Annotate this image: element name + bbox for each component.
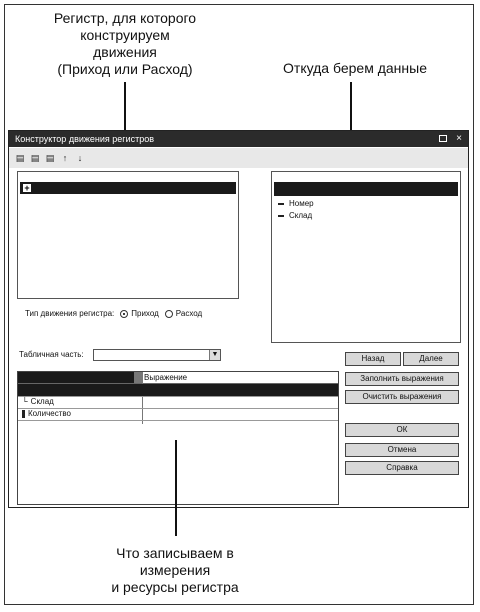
table-row[interactable] xyxy=(18,408,338,421)
expressions-grid[interactable] xyxy=(17,371,339,505)
callout-result-line: измерения xyxy=(139,562,211,578)
table-part-label: Табличная часть: xyxy=(19,350,84,359)
cancel-button[interactable]: Отмена xyxy=(345,443,459,457)
movement-type-group xyxy=(25,309,202,318)
grid-header-separator xyxy=(134,372,142,383)
callout-register xyxy=(0,10,250,78)
source-row-selected[interactable] xyxy=(274,182,458,196)
register-movement-designer-window xyxy=(8,130,469,508)
resource-icon xyxy=(22,410,25,418)
source-field-label: Номер xyxy=(289,199,314,208)
grid-field-label: Количество xyxy=(28,409,71,418)
source-field-item[interactable] xyxy=(278,199,314,209)
grid-header xyxy=(18,372,338,384)
grid-cell-field xyxy=(22,408,71,420)
maximize-button[interactable] xyxy=(439,131,449,147)
ok-button[interactable]: ОК xyxy=(345,423,459,437)
table-part-select[interactable] xyxy=(93,349,221,361)
source-field-item[interactable] xyxy=(278,211,312,221)
fill-expressions-button[interactable]: Заполнить выражения xyxy=(345,372,459,386)
radio-selected-icon xyxy=(120,310,128,318)
grid-header-expression: Выражение xyxy=(144,373,188,382)
move-up-icon[interactable]: ↑ xyxy=(62,153,68,163)
clear-expressions-button[interactable]: Очистить выражения xyxy=(345,390,459,404)
callout-register-line: движения xyxy=(93,44,157,60)
callout-register-line: Регистр, для которого xyxy=(53,10,197,26)
back-button[interactable]: Назад xyxy=(345,352,401,366)
callout-result xyxy=(60,545,290,596)
title-buttons xyxy=(439,131,464,147)
toolbar xyxy=(9,148,468,168)
expand-plus-icon[interactable]: + xyxy=(24,183,30,193)
chevron-down-icon[interactable]: ▼ xyxy=(209,350,220,360)
field-dash-icon xyxy=(278,203,284,205)
close-button[interactable]: × xyxy=(456,133,462,144)
movement-type-label: Тип движения регистра: xyxy=(25,309,115,318)
remove-register-icon[interactable]: ▤ xyxy=(45,153,55,163)
grid-field-label: Склад xyxy=(30,397,54,406)
tree-branch-icon: └ xyxy=(22,397,28,406)
radio-expense-label: Расход xyxy=(175,309,203,318)
field-dash-icon xyxy=(278,215,284,217)
register-row-selected[interactable] xyxy=(20,182,236,194)
callout-register-line: (Приход или Расход) xyxy=(57,61,193,77)
callout-result-pointer xyxy=(175,440,177,536)
callout-register-line: конструируем xyxy=(80,27,170,43)
callout-source: Откуда берем данные xyxy=(283,60,427,76)
grid-header-field xyxy=(18,372,134,383)
move-down-icon[interactable]: ↓ xyxy=(77,153,83,163)
window-titlebar xyxy=(9,131,468,147)
registers-list[interactable] xyxy=(17,171,239,299)
radio-unselected-icon xyxy=(165,310,173,318)
source-field-label: Склад xyxy=(289,211,313,220)
help-button[interactable]: Справка xyxy=(345,461,459,475)
window-title: Конструктор движения регистров xyxy=(15,134,155,144)
source-fields-list[interactable] xyxy=(271,171,461,343)
maximize-icon xyxy=(439,135,447,142)
callout-result-line: Что записываем в xyxy=(116,545,234,561)
radio-expense[interactable] xyxy=(165,309,202,318)
grid-cell-field xyxy=(22,396,54,408)
next-button[interactable]: Далее xyxy=(403,352,459,366)
add-register-icon[interactable]: ▤ xyxy=(15,153,25,163)
callout-result-line: и ресурсы регистра xyxy=(111,579,239,595)
add-all-registers-icon[interactable]: ▤ xyxy=(30,153,40,163)
radio-income[interactable] xyxy=(120,309,159,318)
radio-income-label: Приход xyxy=(131,309,159,318)
